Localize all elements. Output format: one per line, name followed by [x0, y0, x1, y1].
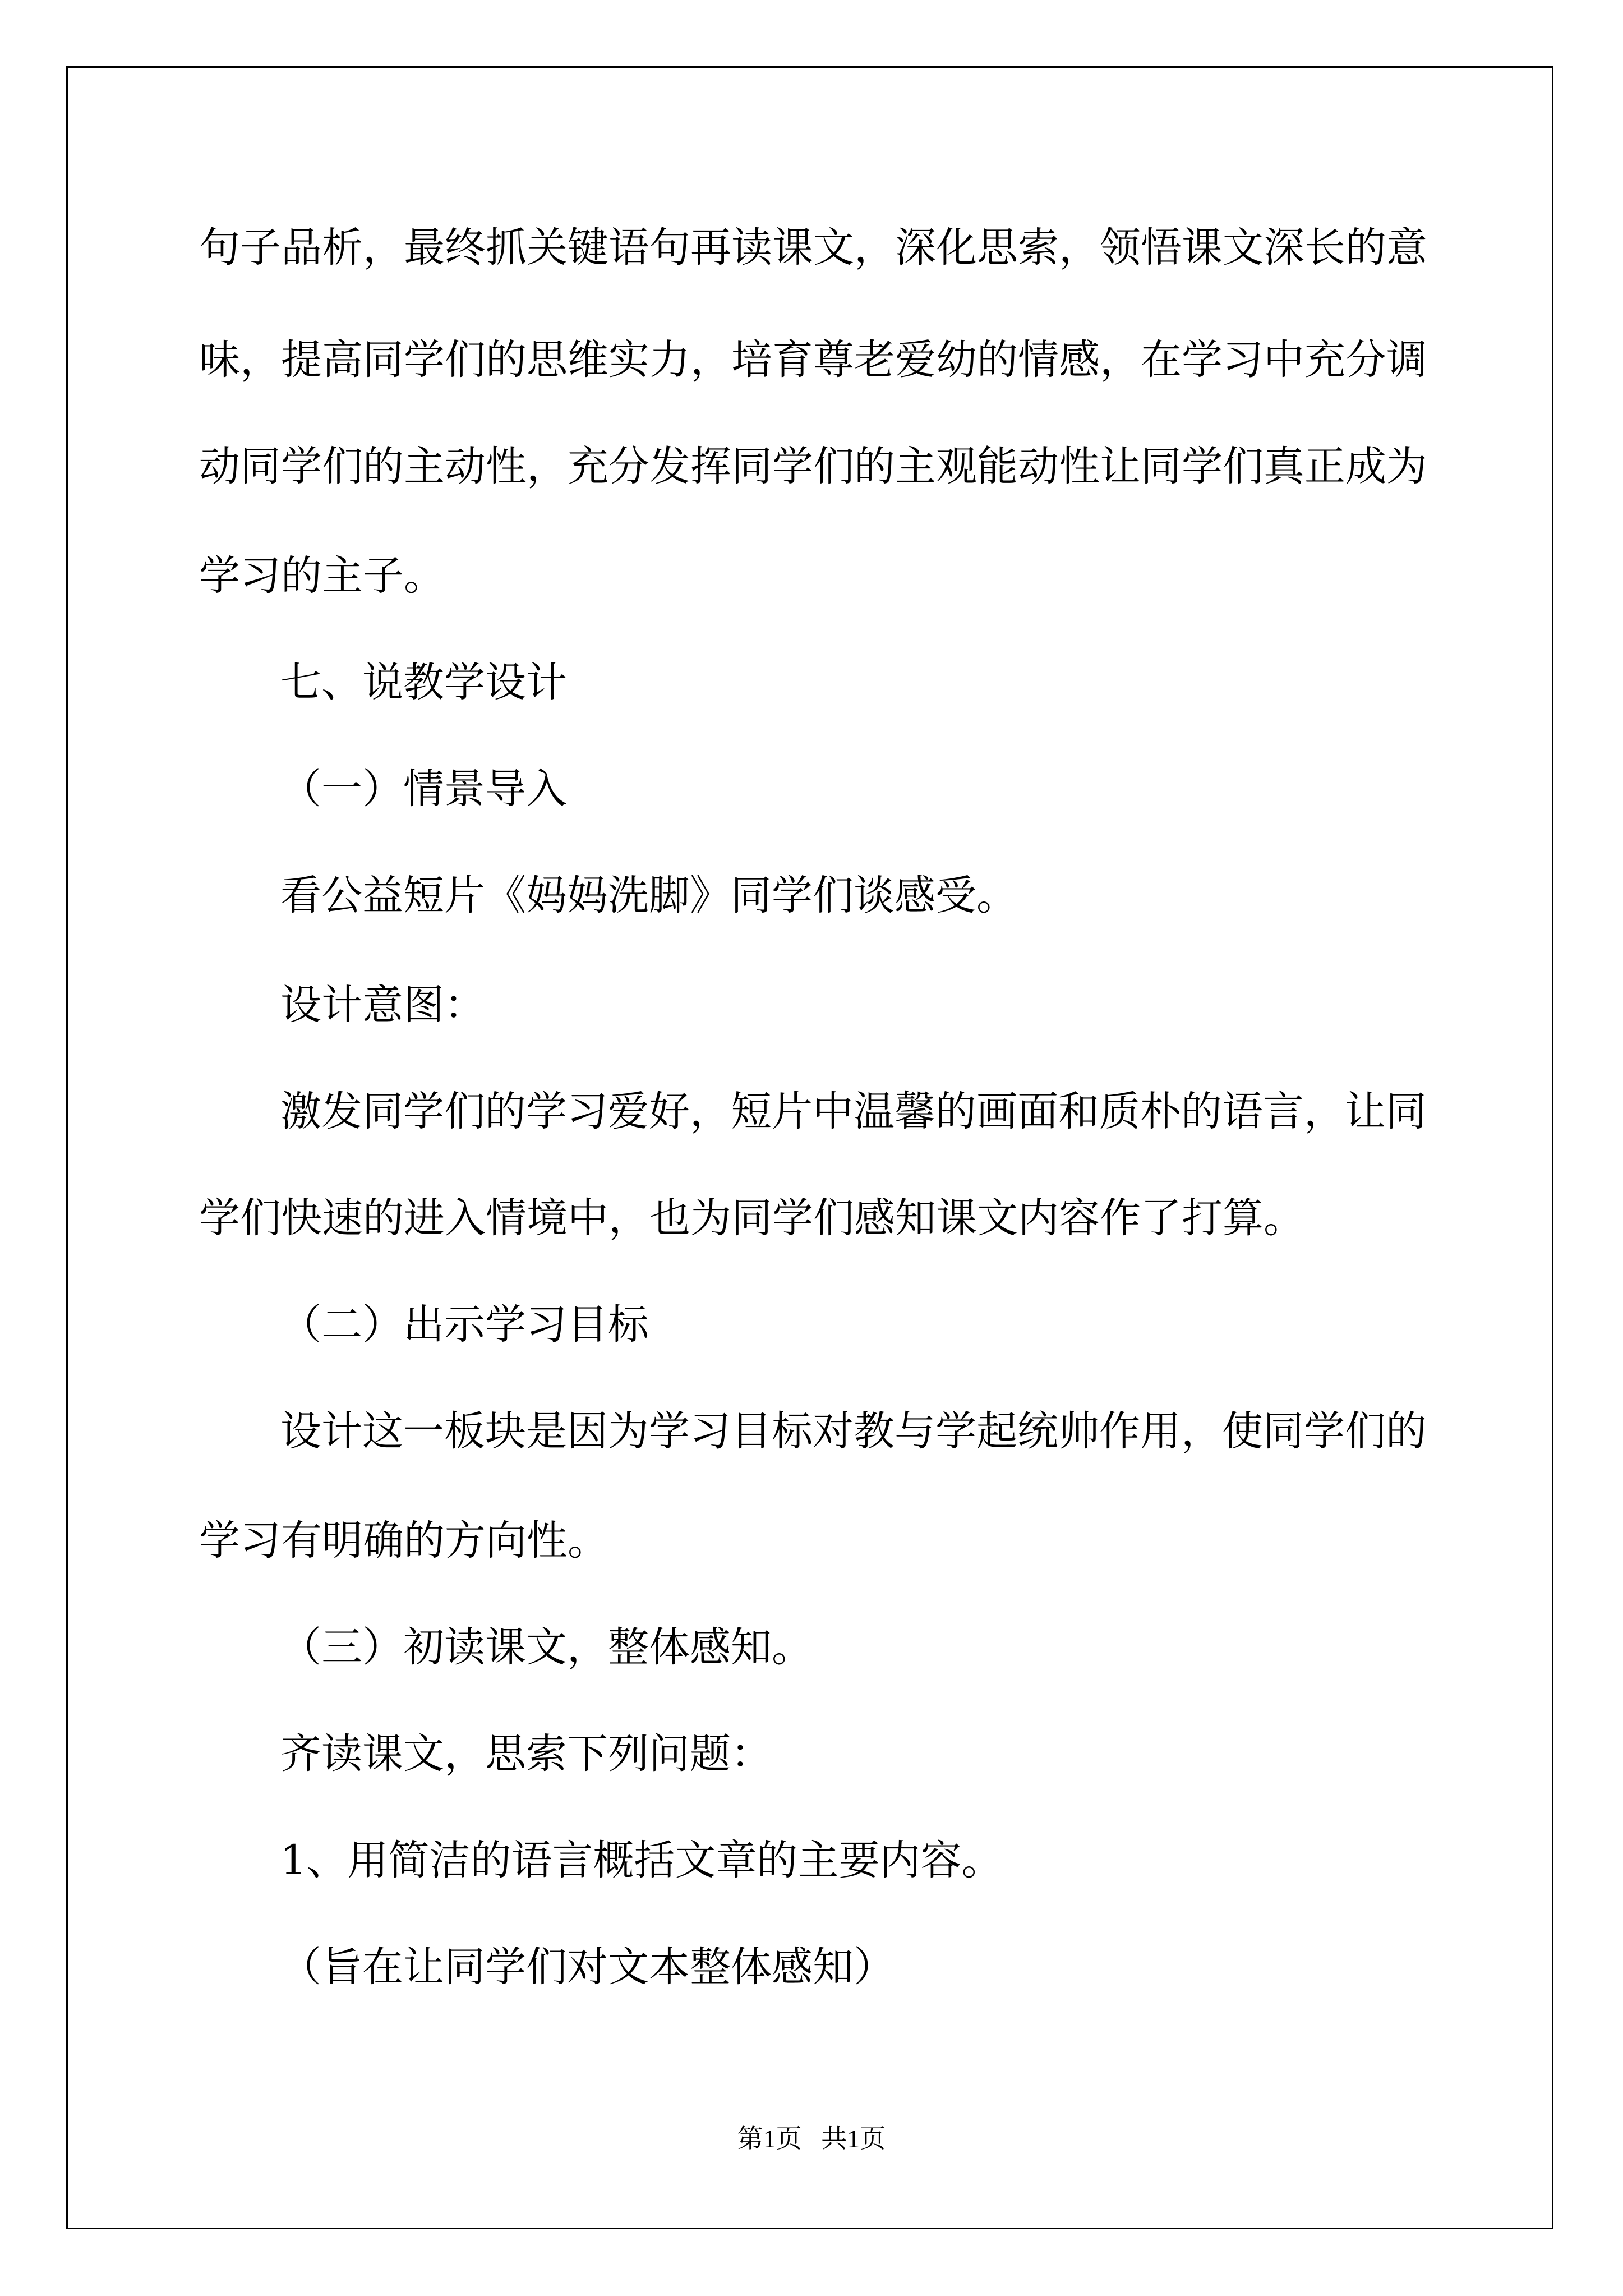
subsection-heading: （二）出示学习目标 — [280, 1301, 649, 1349]
subsection-heading: （三）初读课文，整体感知。 — [280, 1623, 813, 1671]
body-line: 设计这一板块是因为学习目标对教与学起统帅作用，使同学们的 — [280, 1407, 1427, 1455]
body-line: 动同学们的主动性，充分发挥同学们的主观能动性让同学们真正成为 — [199, 443, 1427, 490]
body-line: 齐读课文，思索下列问题： — [280, 1730, 772, 1778]
body-line: 1、用简洁的语言概括文章的主要内容。 — [280, 1837, 1003, 1884]
body-line: （旨在让同学们对文本整体感知） — [280, 1943, 895, 1991]
body-line: 看公益短片《妈妈洗脚》同学们谈感受。 — [280, 872, 1017, 919]
body-line: 味，提高同学们的思维实力，培育尊老爱幼的情感，在学习中充分调 — [199, 336, 1427, 384]
body-line: 激发同学们的学习爱好，短片中温馨的画面和质朴的语言，让同 — [280, 1088, 1427, 1135]
page-number-footer: 第1页 共1页 — [737, 2124, 886, 2153]
body-line: 学习有明确的方向性。 — [199, 1517, 608, 1565]
body-line: 句子品析，最终抓关键语句再读课文，深化思索，领悟课文深长的意 — [199, 224, 1427, 272]
body-line: 学习的主子。 — [199, 552, 445, 600]
body-line: 学们快速的进入情境中，也为同学们感知课文内容作了打算。 — [199, 1194, 1304, 1242]
page-border — [66, 66, 1553, 2229]
subsection-heading: （一）情景导入 — [280, 765, 567, 813]
section-heading: 七、说教学设计 — [280, 659, 567, 706]
body-line: 设计意图： — [280, 981, 485, 1029]
